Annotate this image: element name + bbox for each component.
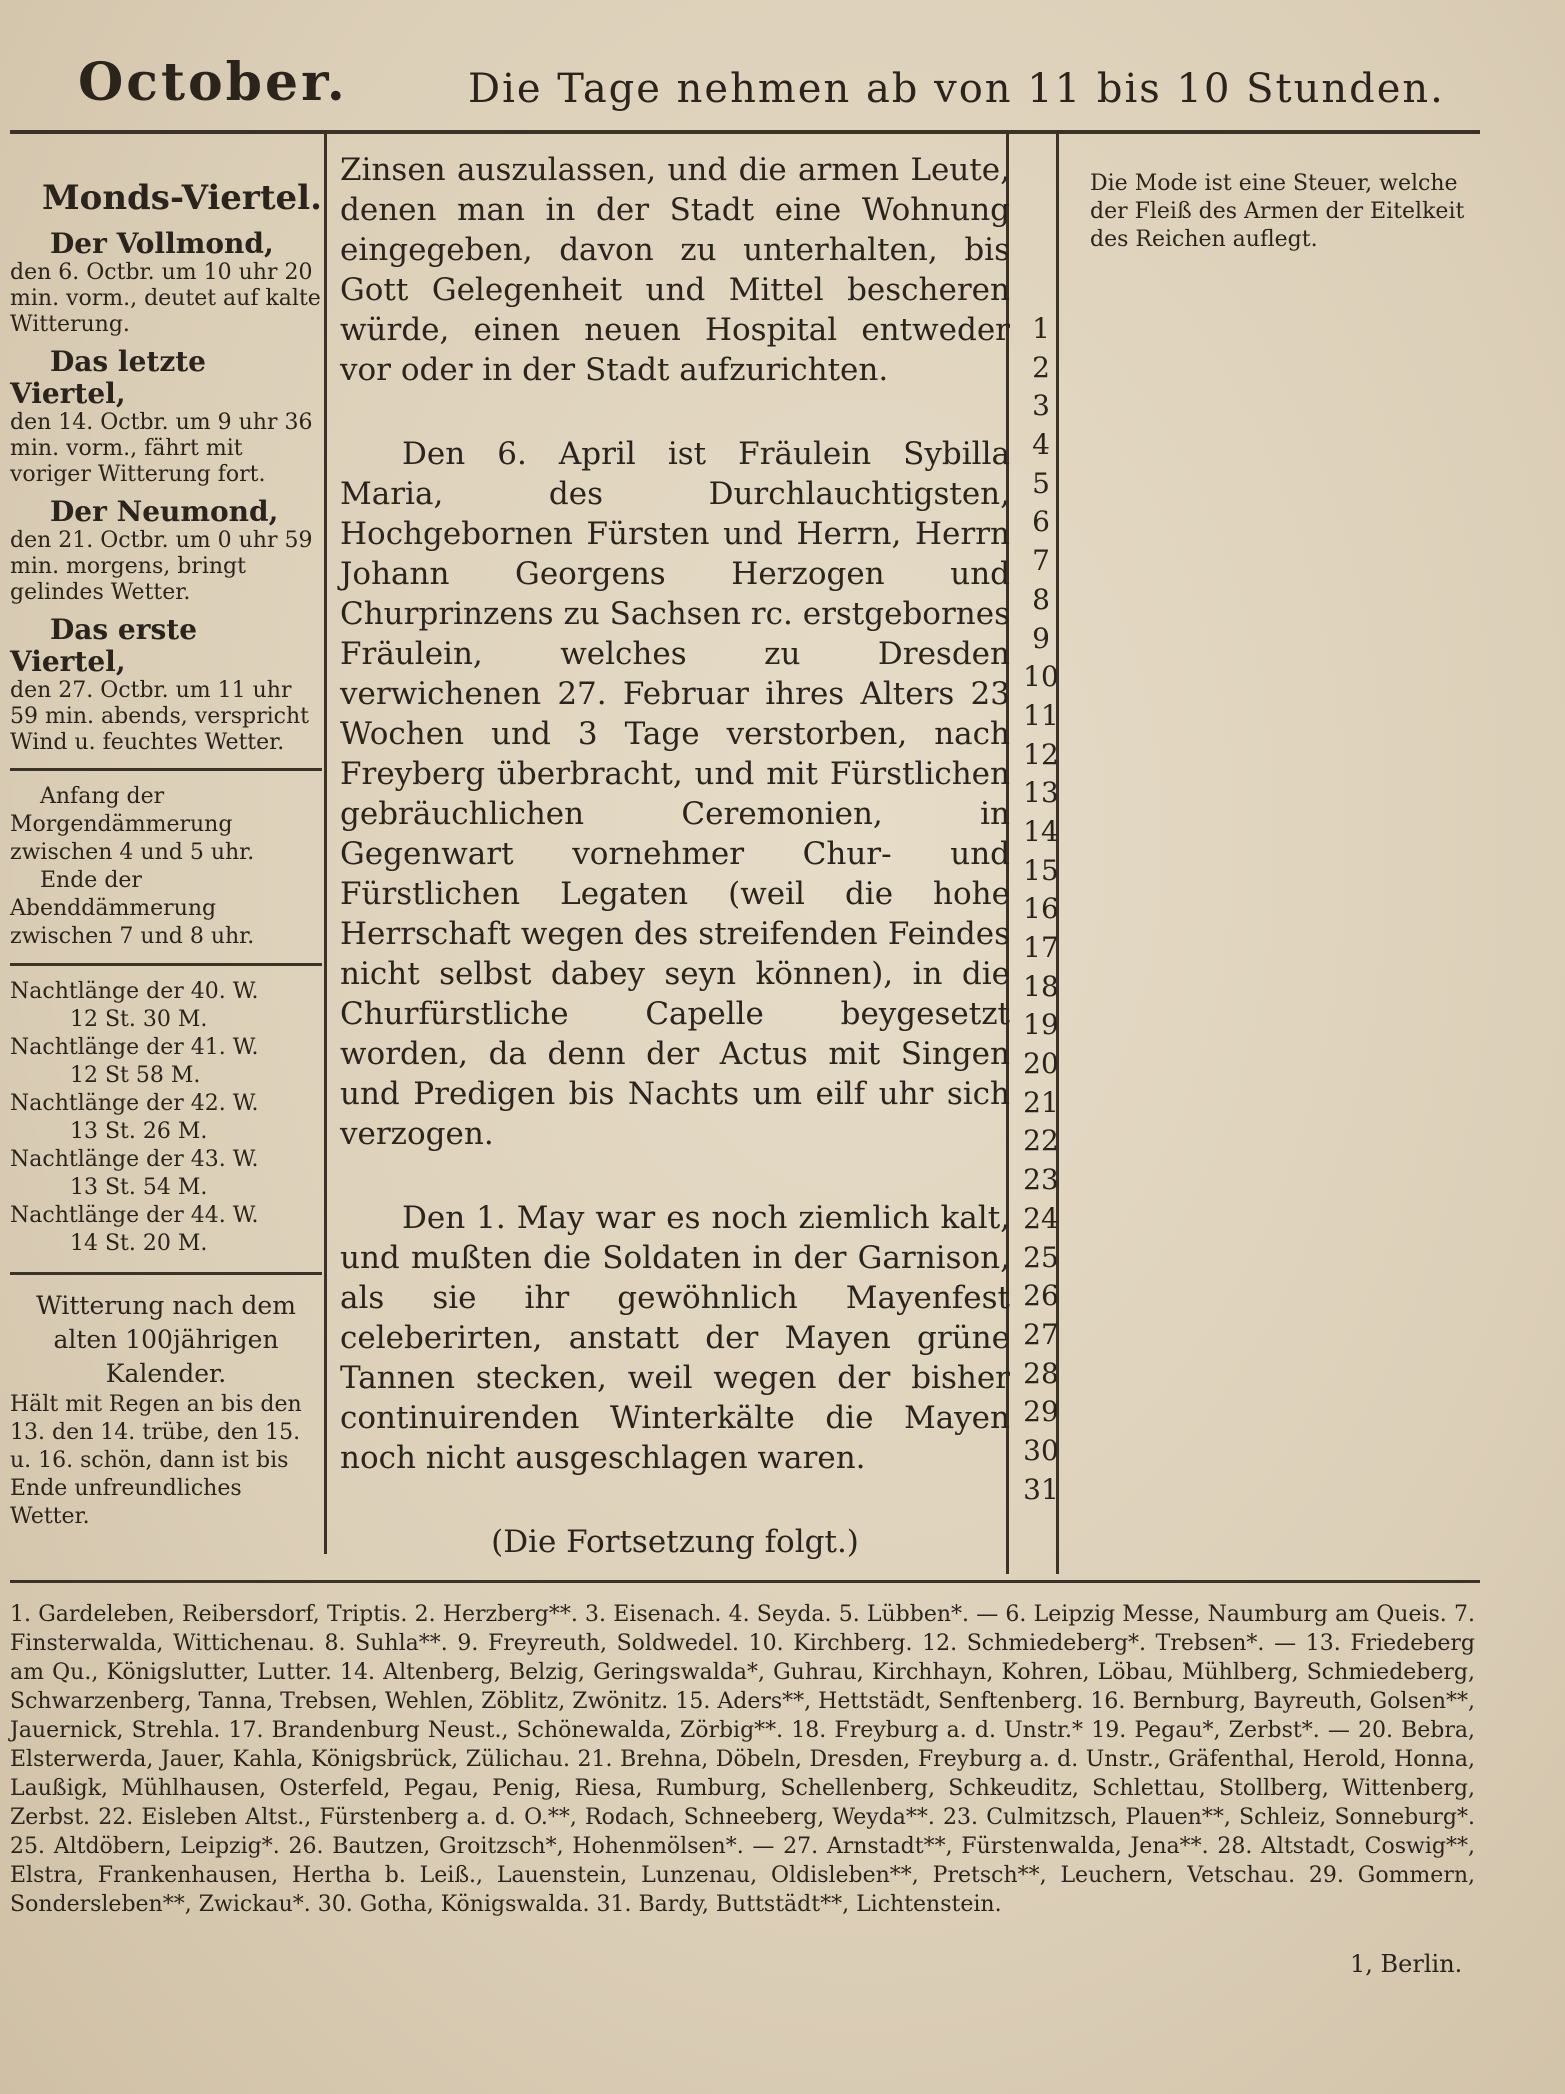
moon-phase-last	[10, 346, 322, 488]
moon-phase-head: Der Vollmond,	[50, 227, 274, 260]
market-list: 1. Gardeleben, Reibersdorf, Triptis. 2. Herzberg**. 3. Eisenach. 4. Seyda. 5. Lübben*. — 6. Leipzig Messe, Naumburg am Queis. 7. Finsterwalda, Wittichenau. 8. Suhla**. 9. Freyreuth, Soldwedel. 10. Kirchberg. 12. Schmiedeberg*. Trebsen*. — 13. Friedeberg am Qu., Königslutter, Lutter. 14. Altenberg, Belzig, Geringswalda*, Guhrau, Kirchhayn, Kohren, Löbau, Mühlberg, Schmiedeberg, Schwarzenberg, Tanna, Trebsen, Wehlen, Zöblitz, Zwönitz. 15. Aders**, Hettstädt, Senftenberg. 16. Bernburg, Bayreuth, Golsen**, Jauernick, Strehla. 17. Brandenburg Neust., Schönewalda, Zörbig**. 18. Freyburg a. d. Unstr.* 19. Pegau*, Zerbst*. — 20. Bebra, Elsterwerda, Jauer, Kahla, Königsbrück, Zülichau. 21. Brehna, Döbeln, Dresden, Freyburg a. d. Unstr., Gräfenthal, Herold, Honna, Laußigk, Mühlhausen, Osterfeld, Pegau, Penig, Riesa, Rumburg, Schellenberg, Schkeuditz, Schlettau, Stollberg, Wittenberg, Zerbst. 22. Eisleben Altst., Fürstenberg a. d. O.**, Rodach, Schneeberg, Weyda**. 23. Culmitzsch, Plauen**, Schleiz, Sonneburg*. 25. Altdöbern, Leipzig*. 26. Bautzen, Groitzsch*, Hohenmölsen*. — 27. Arnstadt**, Fürstenwalda, Jena**. 28. Altstadt, Coswig**, Elstra, Frankenhausen, Hertha b. Leiß., Lauenstein, Lunzenau, Oldisleben**, Pretsch**, Leuchern, Vetschau. 29. Gommern, Sondersleben**, Zwickau*. 30. Gotha, Königswalda. 31. Bardy, Buttstädt**, Lichtenstein.	[10, 1602, 1475, 1917]
day-number: 21	[1023, 1085, 1059, 1119]
day-numbers	[1020, 310, 1062, 1509]
day-number: 5	[1032, 466, 1050, 500]
moon-phase-head: Das letzte Viertel,	[10, 345, 206, 410]
moon-phase-text: den 27. Octbr. um 11 uhr 59 min. abends, verspricht Wind u. feuchtes Wetter.	[10, 678, 310, 755]
day-number: 15	[1023, 853, 1059, 887]
divider	[10, 768, 322, 771]
night-row	[10, 1034, 322, 1090]
night-length: 14 St. 20 M.	[70, 1231, 208, 1256]
night-lengths	[10, 978, 322, 1258]
divider	[10, 963, 322, 966]
day-number: 14	[1023, 814, 1059, 848]
day-number: 9	[1032, 621, 1050, 655]
moon-phase-text: den 14. Octbr. um 9 uhr 36 min. vorm., fährt mit voriger Witterung fort.	[10, 410, 313, 487]
day-number: 1	[1032, 312, 1050, 345]
daylight-note: Die Tage nehmen ab von 11 bis 10 Stunden.	[468, 66, 1445, 112]
moon-phase-head: Das erste Viertel,	[10, 613, 198, 678]
moon-phase-text: den 21. Octbr. um 0 uhr 59 min. morgens, bringt gelindes Wetter.	[10, 528, 313, 605]
moon-title: Monds-Viertel.	[42, 178, 322, 218]
moon-phase-new	[10, 496, 322, 606]
night-row	[10, 1146, 322, 1202]
night-week: Nachtlänge der 41. W.	[10, 1035, 259, 1060]
signature-mark: 1, Berlin.	[1350, 1950, 1463, 1978]
day-number: 17	[1023, 931, 1059, 964]
chronicle-text	[340, 150, 1010, 1562]
day-number: 8	[1032, 582, 1050, 616]
day-number: 13	[1023, 776, 1059, 810]
night-week: Nachtlänge der 42. W.	[10, 1091, 259, 1116]
day-number: 26	[1023, 1279, 1059, 1313]
day-number: 11	[1023, 698, 1059, 732]
bottom-section-rule	[10, 1580, 1480, 1583]
night-length: 12 St 58 M.	[70, 1063, 201, 1088]
day-number: 24	[1023, 1201, 1059, 1235]
day-number: 4	[1032, 428, 1050, 462]
day-number: 28	[1023, 1356, 1059, 1390]
night-row	[10, 1202, 322, 1258]
day-number: 20	[1023, 1047, 1059, 1081]
day-number: 18	[1023, 969, 1059, 1003]
month-title: October.	[78, 52, 348, 113]
day-number: 7	[1032, 544, 1050, 578]
day-number: 27	[1023, 1317, 1059, 1351]
moon-column	[10, 170, 322, 1531]
proverb: Die Mode ist eine Steuer, welche der Fleiß des Armen der Eitelkeit des Reichen auflegt.	[1090, 171, 1465, 252]
day-number: 6	[1032, 505, 1050, 539]
chronicle-paragraph: Den 1. May war es noch ziemlich kalt, und mußten die Soldaten in der Garnison, als sie ihr gewöhnlich Mayenfest celeberirten, anstatt der Mayen grüne Tannen stecken, weil wegen der bisher continuirenden Winterkälte die Mayen noch nicht ausgeschlagen waren.	[340, 1200, 1010, 1476]
moon-phase-first	[10, 614, 322, 756]
night-week: Nachtlänge der 43. W.	[10, 1147, 259, 1172]
chronicle-paragraph: Zinsen auszulassen, und die armen Leute, denen man in der Stadt eine Wohnung eingegeben, davon zu unterhalten, bis Gott Gelegenheit und Mittel bescheren würde, einen neuen Hospital entweder vor oder in der Stadt aufzurichten.	[340, 152, 1010, 388]
weather-heading: Witterung nach dem alten 100jährigen Kalender.	[36, 1291, 296, 1388]
day-number: 30	[1023, 1433, 1059, 1467]
night-week: Nachtlänge der 40. W.	[10, 979, 259, 1004]
day-number: 31	[1023, 1472, 1059, 1506]
day-number: 29	[1023, 1395, 1059, 1429]
moon-phase-full	[10, 228, 322, 338]
weather-text: Hält mit Regen an bis den 13. den 14. trübe, den 15. u. 16. schön, dann ist bis Ende unfreundliches Wetter.	[10, 1392, 302, 1529]
twilight-evening: Ende der Abenddämmerung zwischen 7 und 8 uhr.	[10, 868, 255, 949]
day-number: 10	[1023, 660, 1059, 694]
header-rule	[10, 130, 1480, 134]
moon-phase-text: den 6. Octbr. um 10 uhr 20 min. vorm., deutet auf kalte Witterung.	[10, 260, 321, 337]
divider	[10, 1272, 322, 1275]
chronicle-paragraph: Den 6. April ist Fräulein Sybilla Maria, des Durchlauchtigsten, Hochgebornen Fürsten und Herrn, Herrn Johann Georgens Herzogen und Churprinzens zu Sachsen rc. erstgebornes Fräulein, welches zu Dresden verwichenen 27. Februar ihres Alters 23 Wochen und 3 Tage verstorben, nach Freyberg überbracht, und mit Fürstlichen gebräuchlichen Ceremonien, in Gegenwart vornehmer Chur- und Fürstlichen Legaten (weil die hohe Herrschaft wegen des streifenden Feindes nicht selbst dabey seyn können), in die Churfürstliche Capelle beygesetzt worden, da denn der Actus mit Singen und Predigen bis Nachts um eilf uhr sich verzogen.	[340, 436, 1010, 1152]
left-column-rule	[324, 134, 327, 1554]
day-number: 12	[1023, 737, 1059, 771]
day-number: 25	[1023, 1240, 1059, 1274]
night-length: 13 St. 26 M.	[70, 1119, 208, 1144]
day-number: 16	[1023, 892, 1059, 926]
day-number: 22	[1023, 1124, 1059, 1158]
day-number: 2	[1032, 350, 1050, 384]
twilight-section	[10, 783, 322, 951]
night-length: 13 St. 54 M.	[70, 1175, 208, 1200]
day-number: 3	[1032, 389, 1050, 423]
moon-phase-head: Der Neumond,	[50, 495, 279, 528]
night-length: 12 St. 30 M.	[70, 1007, 208, 1032]
night-row	[10, 1090, 322, 1146]
continuation-note: (Die Fortsetzung folgt.)	[491, 1524, 859, 1560]
day-number: 23	[1023, 1163, 1059, 1197]
night-week: Nachtlänge der 44. W.	[10, 1203, 259, 1228]
twilight-morning: Anfang der Morgendämmerung zwischen 4 und 5 uhr.	[10, 784, 255, 865]
night-row	[10, 978, 322, 1034]
day-number: 19	[1023, 1008, 1059, 1042]
